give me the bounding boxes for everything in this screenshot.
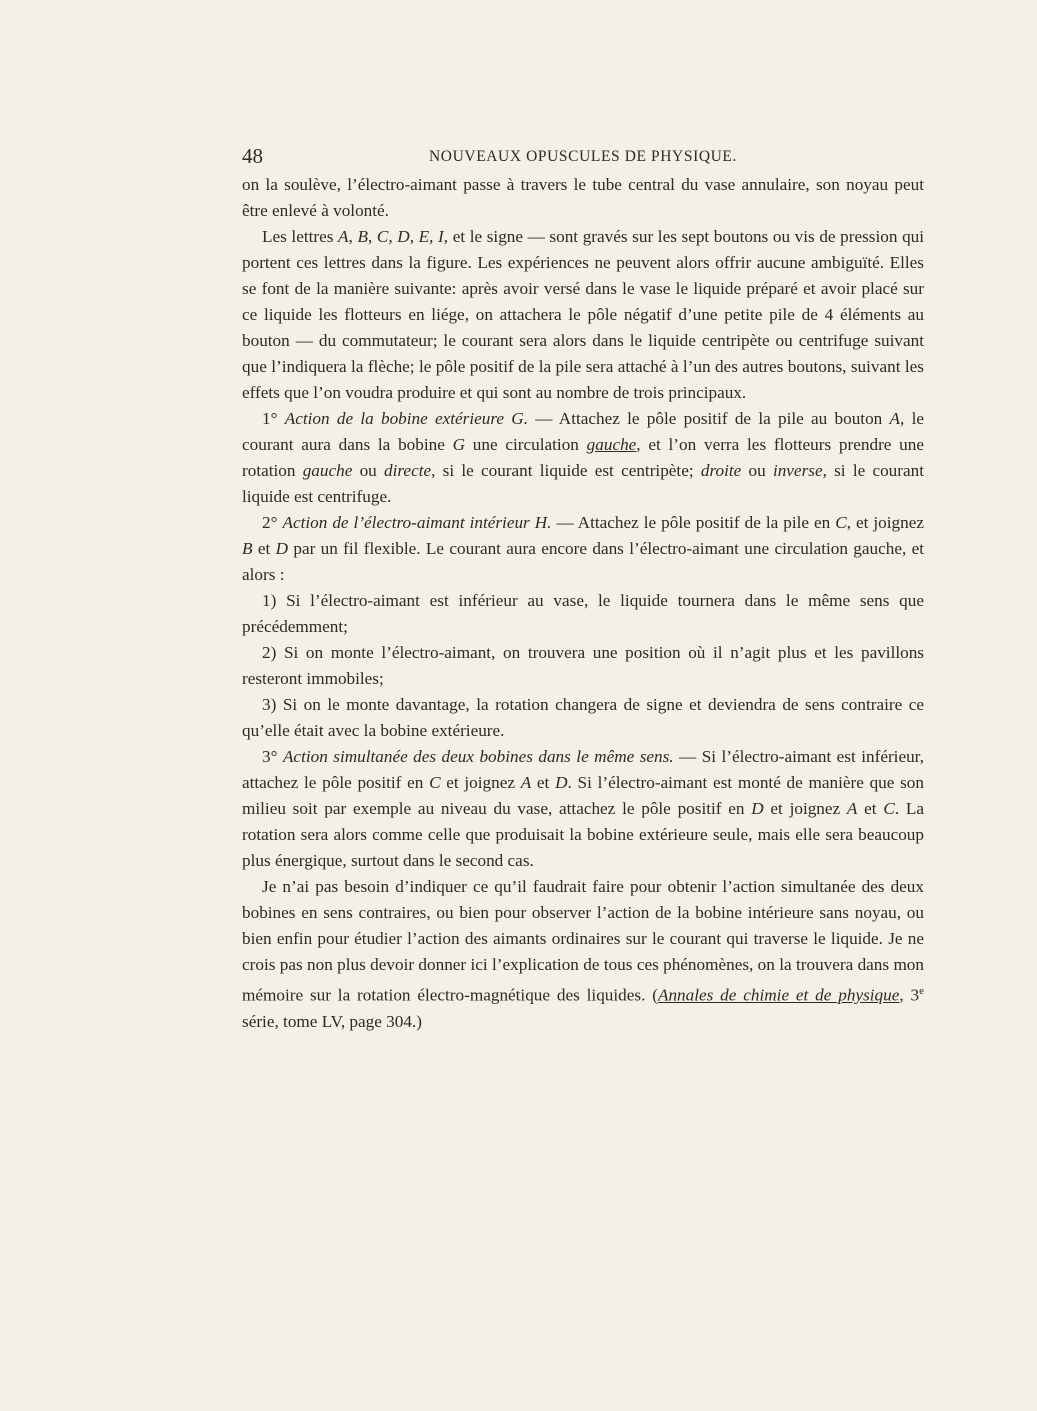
- text-run: ,: [388, 227, 398, 246]
- text-run: 2) Si on monte l’électro-aimant, on trouvera une position où il n’agit plus et les pavillons resteront immobiles;: [242, 643, 924, 688]
- text-run: . Si l’électro-aimant est monté de manière que son milieu soit par exemple au niveau du vase, attachez le pôle positif en: [242, 773, 924, 818]
- paragraph-action-electro-aimant: [242, 510, 924, 588]
- body-text: [242, 172, 924, 1035]
- text-run: , et le signe — sont gravés sur les sept boutons ou vis de pression qui portent ces lettres dans la figure. Les expériences ne peuvent alors offrir aucune ambiguïté. Elles se font de la manière suivante: après avoir versé dans le vase le liquide préparé et avoir placé sur ce liquide les flotteurs en liége, on attachera le pôle négatif d’une petite pile de 4 éléments au bouton — du commutateur; le courant sera alors dans le liquide centripète ou centrifuge suivant que l’indiquera la flèche; le pôle positif de la pile sera attaché à l’un des autres boutons, suivant les effets que l’on voudra produire et qui sont au nombre de trois principaux.: [242, 227, 925, 402]
- text-run: , et l’on verra les flotteurs prendre une rotation: [242, 435, 924, 480]
- text-run: série, tome LV, page 304.): [242, 1011, 422, 1031]
- running-title: NOUVEAUX OPUSCULES DE PHYSIQUE.: [429, 148, 737, 165]
- text-run: G: [452, 435, 466, 454]
- text-run: D: [397, 227, 410, 246]
- text-run: , si le courant liquide est centripète;: [431, 461, 701, 480]
- text-run: 3°: [262, 747, 283, 766]
- text-run: on la soulève, l’électro-aimant passe à travers le tube central du vase annulaire, son noyau peut être enlevé à volonté.: [242, 175, 924, 220]
- list-item-2: [242, 640, 924, 692]
- text-run: 1) Si l’électro-aimant est inférieur au vase, le liquide tournera dans le même sens que précédemment;: [242, 591, 924, 636]
- text-run: et: [531, 773, 556, 792]
- text-run: — Si l’électro-aimant est inférieur, attachez le pôle positif en: [242, 747, 925, 792]
- list-item-1: [242, 588, 924, 640]
- text-run: une circulation: [465, 435, 587, 454]
- text-run: et: [857, 799, 884, 818]
- text-run: D: [275, 539, 289, 558]
- text-run: ,: [409, 227, 419, 246]
- text-run: et: [252, 539, 276, 558]
- text-run: ,: [367, 227, 377, 246]
- text-run: par un fil flexible. Le courant aura encore dans l’électro-aimant une circulation gauche, et alors :: [242, 539, 924, 584]
- text-run: Annales de chimie et de physique: [657, 985, 900, 1005]
- text-run: gauche: [586, 435, 637, 454]
- text-run: directe: [384, 461, 432, 480]
- text-run: Action de la bobine extérieure G.: [284, 409, 529, 428]
- text-run: , 3: [899, 985, 920, 1005]
- paragraph-lettres: [242, 224, 924, 406]
- text-run: C: [883, 799, 895, 818]
- text-run: B: [357, 227, 368, 246]
- paragraph-action-bobine-exterieure: [242, 406, 924, 510]
- text-run: Les lettres: [262, 227, 339, 246]
- text-run: — Attachez le pôle positif de la pile en: [551, 513, 836, 532]
- text-run: 3) Si on le monte davantage, la rotation changera de signe et deviendra de sens contraire ce qu’elle était avec la bobine extérieure.: [242, 695, 924, 740]
- text-run: Je n’ai pas besoin d’indiquer ce qu’il faudrait faire pour obtenir l’action simultanée des deux bobines en sens contraires, ou bien pour observer l’action de la bobine intérieure sans noyau, ou bien enfin pour étudier l’action des aimants ordinaires sur le courant qui traverse le liquide. Je ne crois pas non plus devoir donner ici l’explication de tous ces phénomènes, on la trouvera dans mon mémoire sur la rotation électro-magnétique des liquides. (: [242, 877, 924, 1005]
- text-run: et joignez: [440, 773, 521, 792]
- text-run: C: [835, 513, 847, 532]
- paragraph-action-simultanee: [242, 744, 924, 874]
- text-run: droite: [700, 461, 742, 480]
- paragraph-conclusion: [242, 874, 924, 1035]
- text-run: et joignez: [763, 799, 847, 818]
- text-run: D: [751, 799, 764, 818]
- text-run: A: [520, 773, 532, 792]
- text-run: A: [846, 799, 858, 818]
- paragraph-continuation: [242, 172, 924, 224]
- text-run: — Attachez le pôle positif de la pile au bouton: [528, 409, 890, 428]
- text-run: , et joignez: [846, 513, 924, 532]
- text-run: I: [438, 227, 444, 246]
- text-run: E: [418, 227, 430, 246]
- text-run: D: [555, 773, 568, 792]
- text-run: C: [376, 227, 389, 246]
- text-run: C: [429, 773, 441, 792]
- text-run: gauche: [302, 461, 353, 480]
- text-run: A: [338, 227, 349, 246]
- text-run: ou: [352, 461, 385, 480]
- text-run: 2°: [262, 513, 283, 532]
- text-run: inverse: [772, 461, 823, 480]
- text-run: ,: [429, 227, 439, 246]
- text-run: , le courant aura dans la bobine: [242, 409, 924, 454]
- text-run: e: [919, 985, 924, 997]
- text-run: B: [242, 539, 253, 558]
- page-number: 48: [242, 144, 263, 168]
- page-header: [242, 143, 924, 169]
- text-run: ,: [348, 227, 358, 246]
- text-run: , si le courant liquide est centrifuge.: [242, 461, 924, 506]
- text-run: Action de l’électro-aimant intérieur H.: [282, 513, 552, 532]
- text-run: ou: [741, 461, 773, 480]
- text-run: A: [889, 409, 901, 428]
- list-item-3: [242, 692, 924, 744]
- text-run: . La rotation sera alors comme celle que produisait la bobine extérieure seule, mais elle sera beaucoup plus énergique, surtout dans le second cas.: [242, 799, 924, 870]
- text-run: Action simultanée des deux bobines dans le même sens.: [282, 747, 674, 766]
- text-run: 1°: [262, 409, 285, 428]
